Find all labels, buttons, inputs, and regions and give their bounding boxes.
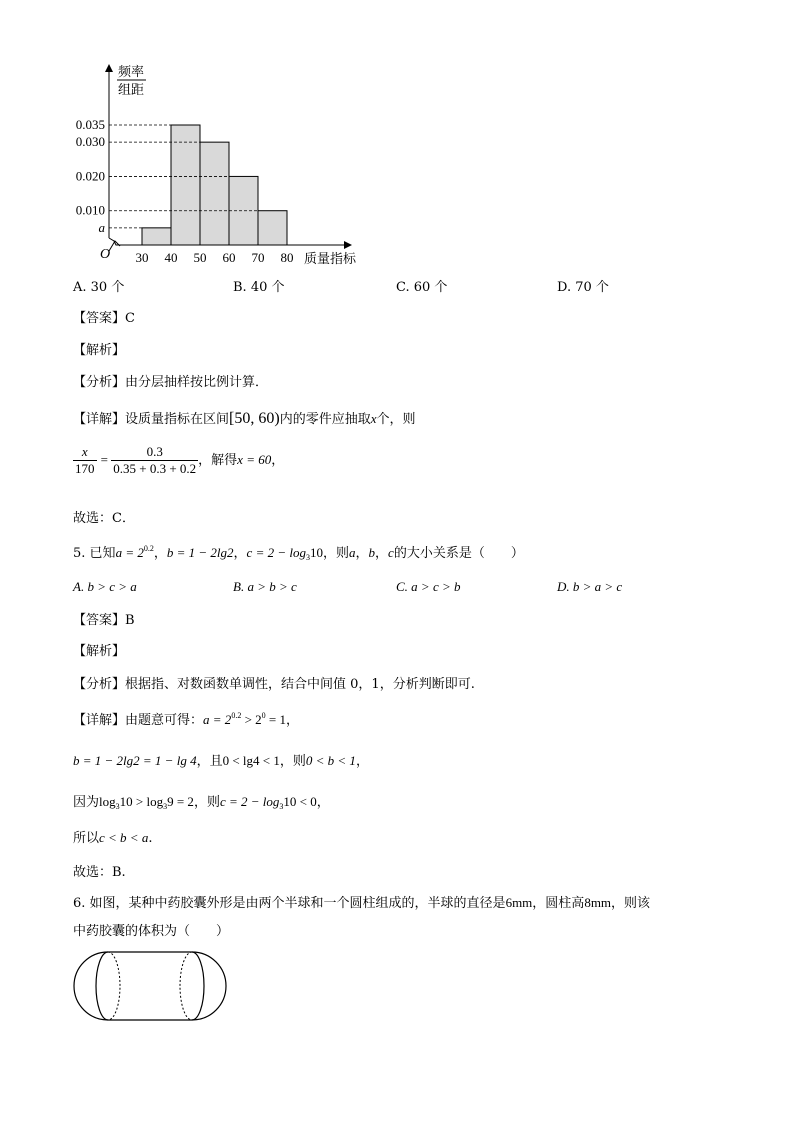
xiangjie-text-2: 内的零件应抽取 xyxy=(279,412,371,427)
q6-stem-2: ，圆柱高 xyxy=(532,896,585,911)
fraction-right xyxy=(111,444,198,477)
q4-equation: $\frac{x}{170}$ = $\frac{0.3}{0.35 + 0.3 + 0.2}$ ，解得x = 60， xyxy=(75,444,285,476)
q5-fenxi xyxy=(73,673,475,692)
x-tick-label: 60 xyxy=(222,250,236,265)
line2-end: ， xyxy=(355,754,369,769)
fenxi-label: 【分析】 xyxy=(73,375,126,390)
eq-result: x = 60 xyxy=(237,452,272,467)
q5-xiangjie-line4 xyxy=(73,827,152,846)
q5-stem-3: 的大小关系是（ ） xyxy=(393,546,524,561)
line1-a: a = 2 xyxy=(203,712,232,727)
q5-analysis-label: 【解析】 xyxy=(73,644,126,659)
line4-end: . xyxy=(148,831,153,846)
left-cap-visible-edge xyxy=(96,952,108,1020)
fenxi-text: 根据指、对数函数单调性，结合中间值 0，1，分析判断即可. xyxy=(125,677,475,692)
histogram-bar xyxy=(229,176,258,245)
q4-option-c: C. 60 个 xyxy=(396,280,448,295)
q5-stem-1: 已知 xyxy=(89,546,116,561)
answer-value: B xyxy=(125,613,135,628)
q4-fenxi xyxy=(73,371,268,390)
line3-sub1: 3 xyxy=(115,802,120,811)
x-axis-label: 质量指标 xyxy=(304,251,357,266)
line2-res: 0 < b < 1 xyxy=(305,753,356,768)
q4-option-a: A. 30 个 xyxy=(73,280,125,295)
q5-a-exp: 0.2 xyxy=(143,544,154,553)
q5-option-d: D. b > a > c xyxy=(557,579,623,594)
line1-exp2: 0 xyxy=(261,711,266,720)
q5-answer xyxy=(73,609,135,628)
q5-number: 5. xyxy=(73,546,90,561)
y-tick-label: 0.030 xyxy=(75,134,105,150)
q5-xiangjie-line2 xyxy=(73,750,369,769)
line3-c: c = 2 − log xyxy=(219,794,280,809)
q5-var-a: a xyxy=(349,545,356,560)
line1-end: = 1 xyxy=(265,712,286,727)
fraction-left xyxy=(73,444,97,477)
q6-height: 8mm xyxy=(584,895,612,910)
q6-stem-1: 如图，某种中药胶囊外形是由两个半球和一个圆柱组成的，半球的直径是 xyxy=(89,896,506,911)
q4-option-b: B. 40 个 xyxy=(233,280,285,295)
x-axis-arrow xyxy=(344,241,352,249)
line1-pre: 由题意可得： xyxy=(125,713,204,728)
q5-c-sub: 3 xyxy=(305,553,310,562)
x-tick-label: 70 xyxy=(251,250,265,265)
y-tick-label: 0.035 xyxy=(75,117,105,132)
fraction-left-num: x xyxy=(81,444,88,459)
q4-analysis-label: 【解析】 xyxy=(73,343,126,358)
origin-label: O xyxy=(100,247,111,262)
variable-x: x xyxy=(370,411,377,426)
q5-stem: 5. 已知$a = 2^{0.2}$，b = 1 − 2lg2，$c = 2 - \log_310$，则a，b，c的大小关系是（ ） xyxy=(73,544,524,562)
fenxi-text: 由分层抽样按比例计算． xyxy=(125,375,269,390)
line4-pre: 所以 xyxy=(73,831,100,846)
fenxi-label: 【分析】 xyxy=(73,677,126,692)
capsule-figure xyxy=(72,948,232,1024)
line3-tail: ， xyxy=(316,795,330,810)
q5-option-b: B. a > b > c xyxy=(233,579,297,594)
xiangjie-label: 【详解】 xyxy=(73,713,126,728)
q5-xiangjie-line3 xyxy=(73,791,330,811)
line1-tail: ， xyxy=(286,713,300,728)
q5-sep1: ， xyxy=(153,546,167,561)
q5-conclusion: 故选：B. xyxy=(73,865,126,880)
q5-a-def: a = 2 xyxy=(115,545,144,560)
x-tick-label: 80 xyxy=(280,250,294,265)
right-cap-hidden-edge xyxy=(180,952,192,1020)
y-tick-label: 0.010 xyxy=(75,202,105,218)
line3-log1: log xyxy=(99,794,116,809)
histogram-bar xyxy=(171,125,200,245)
line2-mid: ，且 xyxy=(196,754,223,769)
capsule-outline xyxy=(74,952,226,1020)
q6-stem-line2: 中药胶囊的体积为（ ） xyxy=(73,924,230,939)
line1-exp1: 0.2 xyxy=(231,711,242,720)
q6-diameter: 6mm xyxy=(505,895,533,910)
xiangjie-text: 设质量指标在区间 xyxy=(125,412,230,427)
q5-sep2: ， xyxy=(233,546,247,561)
q5-xiangjie-line1 xyxy=(73,709,299,728)
axis-break-mark xyxy=(109,241,120,251)
histogram-bar xyxy=(200,142,229,245)
line3-mid2: 9 = 2 xyxy=(167,794,194,809)
answer-label: 【答案】 xyxy=(73,311,126,326)
y-axis-label-top: 频率 xyxy=(118,64,145,79)
line2-then: ，则 xyxy=(279,754,306,769)
right-cap-visible-edge xyxy=(192,952,204,1020)
xiangjie-label: 【详解】 xyxy=(73,412,126,427)
q4-option-d: D. 70 个 xyxy=(557,280,609,295)
fraction-right-num: 0.3 xyxy=(146,444,163,459)
y-tick-label: 0.020 xyxy=(75,168,105,184)
q4-conclusion: 故选：C． xyxy=(73,511,135,526)
line3-then: ，则 xyxy=(193,795,220,810)
frequency-histogram xyxy=(60,58,380,270)
q5-option-c: C. a > c > b xyxy=(396,579,461,594)
q5-option-a: A. b > c > a xyxy=(73,579,137,594)
xiangjie-text-3: 个，则 xyxy=(376,412,416,427)
q4-answer xyxy=(73,307,135,326)
y-axis-arrow xyxy=(105,64,113,72)
x-tick-label: 30 xyxy=(135,250,149,265)
eq-solve-text: ，解得 xyxy=(198,453,238,468)
line3-mid1: 10 > log xyxy=(119,794,164,809)
answer-label: 【答案】 xyxy=(73,613,126,628)
q4-xiangjie xyxy=(73,408,416,428)
q5-var-b: b xyxy=(368,545,376,560)
fraction-right-den: 0.35 + 0.3 + 0.2 xyxy=(113,461,197,476)
q5-stem-2: ，则 xyxy=(322,546,349,561)
line2-ineq: 0 < lg4 < 1 xyxy=(222,753,280,768)
x-tick-label: 50 xyxy=(193,250,207,265)
histogram-bar xyxy=(142,228,171,245)
q5-b-def: b = 1 − 2lg2 xyxy=(166,545,234,560)
q5-c-def: c = 2 − log xyxy=(246,545,306,560)
interval: [50, 60) xyxy=(229,410,280,427)
eq-end: ， xyxy=(271,453,285,468)
y-tick-label: a xyxy=(98,219,105,235)
answer-value: C xyxy=(125,311,135,326)
line3-end: 10 < 0 xyxy=(283,794,317,809)
line1-mid: > 2 xyxy=(241,712,262,727)
q6-stem-3: ，则该 xyxy=(611,896,651,911)
line3-sub2: 3 xyxy=(163,802,168,811)
q6-number: 6. xyxy=(73,896,90,911)
x-tick-label: 40 xyxy=(164,250,178,265)
line3-pre: 因为 xyxy=(73,795,100,810)
histogram-bar xyxy=(258,211,287,245)
q5-var-c: c xyxy=(388,545,394,560)
left-cap-hidden-edge xyxy=(108,952,120,1020)
q5-c-post: 10 xyxy=(309,545,323,560)
line3-sub3: 3 xyxy=(279,802,284,811)
line4-math: c < b < a xyxy=(99,830,149,845)
fraction-left-den: 170 xyxy=(75,461,95,476)
line2-math: b = 1 − 2lg2 = 1 − lg 4 xyxy=(73,753,197,768)
q6-stem-line1 xyxy=(73,892,650,911)
y-axis-label-bottom: 组距 xyxy=(118,82,145,97)
